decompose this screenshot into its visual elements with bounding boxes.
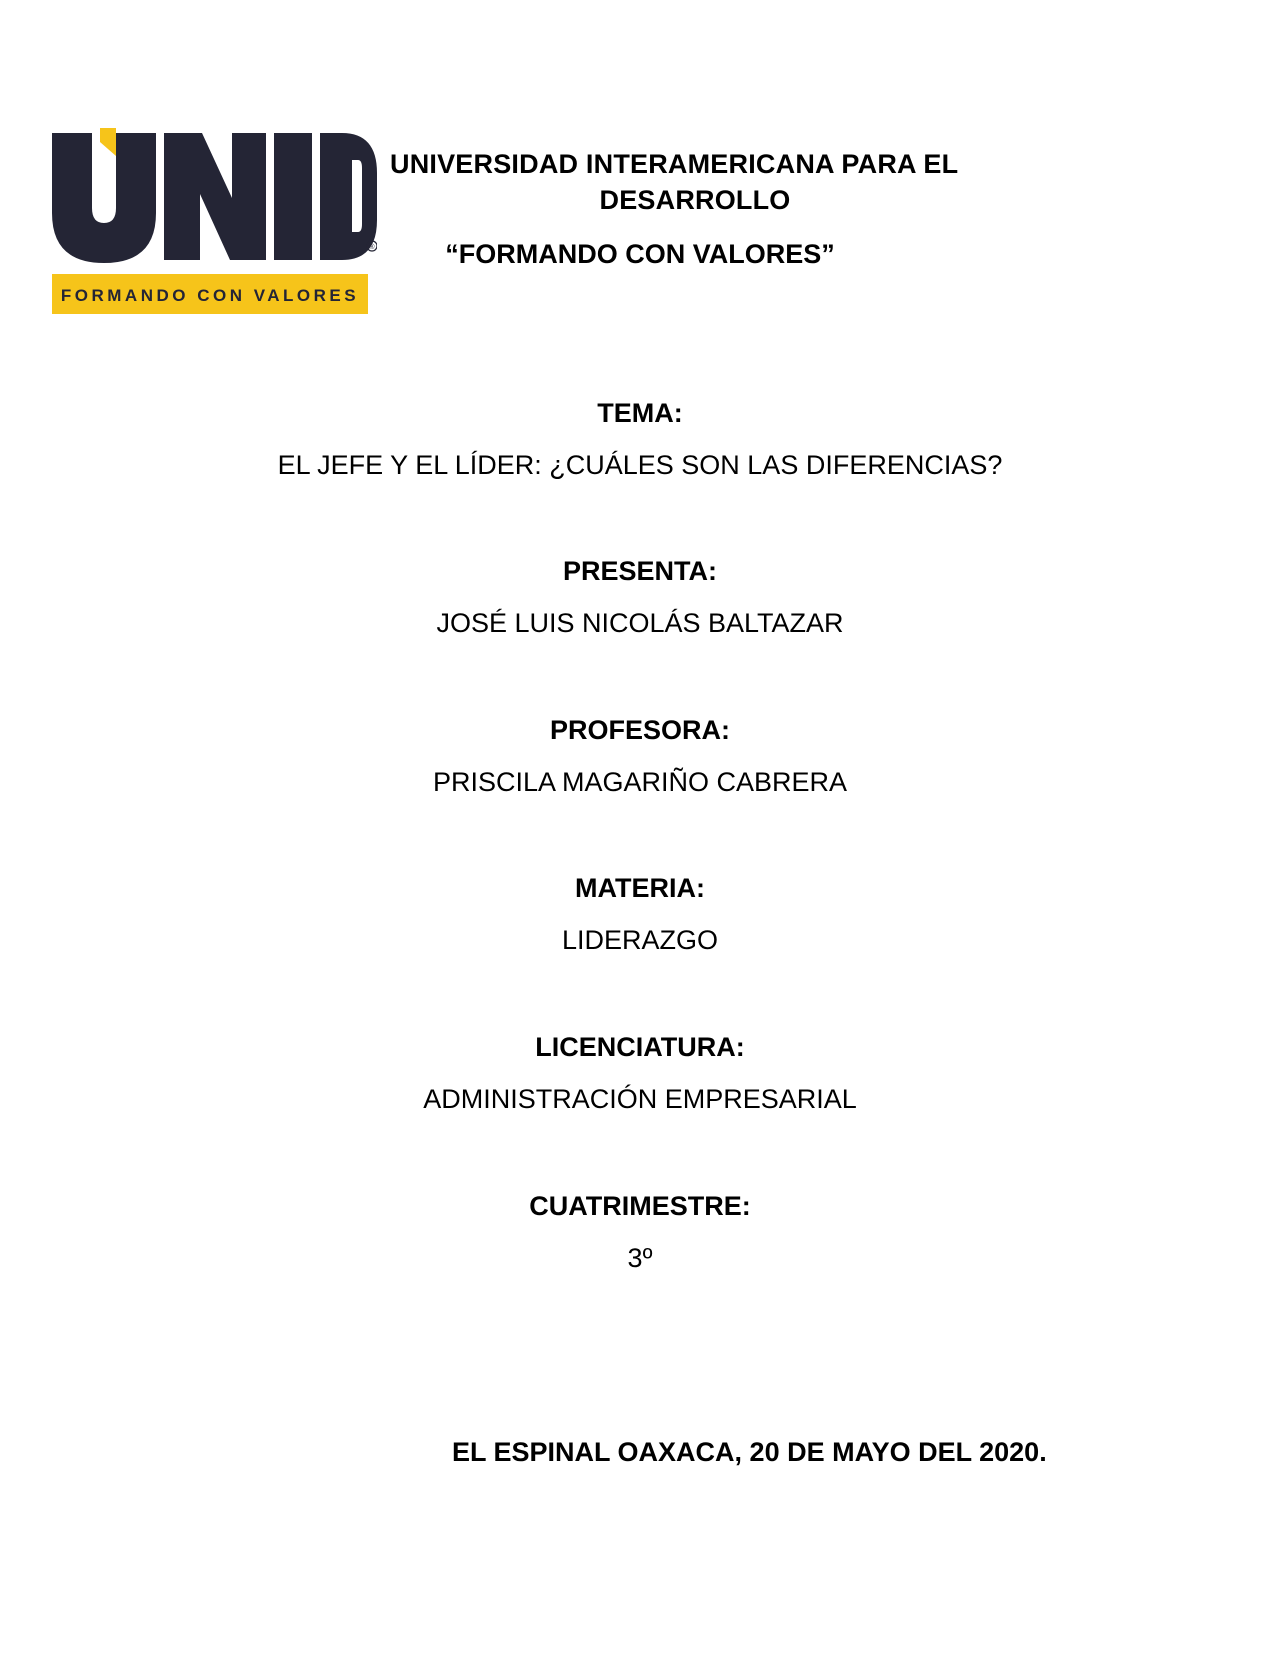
section-value: 3º <box>627 1243 653 1273</box>
section-profesora <box>0 712 1280 800</box>
section-tema <box>0 395 1280 483</box>
section-label: LICENCIATURA: <box>535 1032 745 1062</box>
section-label: PROFESORA: <box>549 715 730 745</box>
section-cuatrimestre <box>0 1188 1280 1276</box>
section-value: LIDERAZGO <box>561 925 719 955</box>
section-value: PRISCILA MAGARIÑO CABRERA <box>432 767 848 797</box>
logo-letter-u <box>52 133 156 263</box>
place-and-date: EL ESPINAL OAXACA, 20 DE MAYO DEL 2020. <box>452 1437 1047 1467</box>
university-motto: “FORMANDO CON VALORES” <box>445 239 835 269</box>
logo-accent-mark <box>100 128 116 156</box>
section-value: EL JEFE Y EL LÍDER: ¿CUÁLES SON LAS DIFERENCIAS? <box>277 450 1003 480</box>
section-value: JOSÉ LUIS NICOLÁS BALTAZAR <box>436 608 844 638</box>
unid-logo <box>52 128 377 314</box>
university-name-line1: UNIVERSIDAD INTERAMERICANA PARA EL <box>390 149 959 179</box>
logo-tagline: FORMANDO CON VALORES <box>60 286 360 305</box>
section-label: TEMA: <box>597 398 683 428</box>
section-value: ADMINISTRACIÓN EMPRESARIAL <box>423 1084 857 1114</box>
section-materia <box>0 870 1280 958</box>
registered-mark: ® <box>369 244 375 251</box>
section-presenta <box>0 553 1280 641</box>
university-name-line2: DESARROLLO <box>599 185 791 215</box>
section-licenciatura <box>0 1029 1280 1117</box>
section-label: PRESENTA: <box>562 556 717 586</box>
section-label: CUATRIMESTRE: <box>529 1191 751 1221</box>
logo-letter-n <box>164 133 266 260</box>
section-label: MATERIA: <box>575 873 705 903</box>
logo-letter-i <box>274 133 312 260</box>
